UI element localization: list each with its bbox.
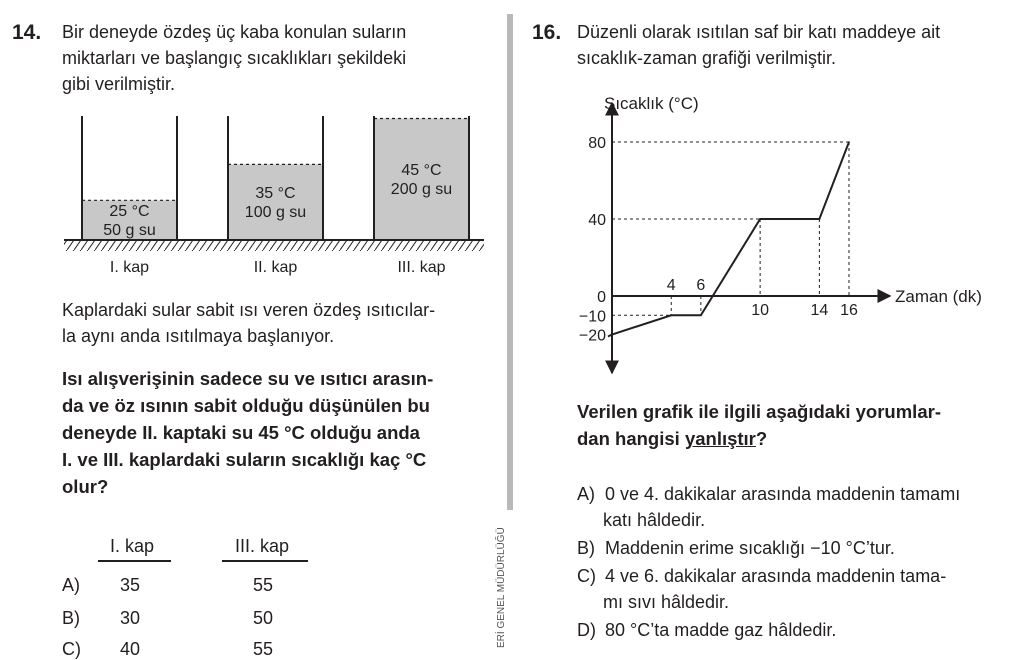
q16-option-c-line2: mı sıvı hâldedir. — [603, 592, 730, 612]
sidebar-publisher-text: ERİ GENEL MÜDÜRLÜĞÜ — [496, 527, 507, 648]
q14-question-2: da ve öz ısının sabit olduğu düşünülen bu — [62, 395, 430, 416]
x-tick-label: 14 — [810, 302, 829, 319]
q14-option-c-kap1: 40 — [120, 639, 141, 659]
y-axis-label: Sıcaklık (°C) — [604, 94, 699, 113]
y-tick-label: −10 — [578, 308, 606, 326]
q14-option-c-letter[interactable]: C) — [62, 639, 81, 659]
q16-question-2-pre: dan hangisi — [577, 428, 685, 449]
q14-header-kap3-underline — [222, 560, 308, 562]
q16-option-b-line1: Maddenin erime sıcaklığı −10 °C’tur. — [605, 538, 895, 558]
data-point-0 — [611, 334, 613, 336]
q16-option-b-letter[interactable]: B) — [577, 538, 595, 558]
ground-hatch — [64, 241, 484, 251]
q14-option-b-letter[interactable]: B) — [62, 608, 80, 628]
container-label-2: II. kap — [253, 259, 298, 276]
x-tick-label: 6 — [696, 277, 706, 294]
q14-intro-3: gibi verilmiştir. — [62, 74, 176, 94]
q14-question-5: olur? — [62, 476, 109, 497]
container-temp-2: 35 °C — [255, 185, 296, 203]
data-point-1 — [670, 314, 672, 316]
q16-option-a-line2: katı hâldedir. — [603, 510, 706, 530]
x-tick-label: 16 — [840, 302, 858, 319]
q14-header-kap1: I. kap — [110, 536, 155, 556]
q14-header-kap3: III. kap — [235, 536, 290, 556]
data-point-5 — [848, 141, 850, 143]
q14-option-a-letter[interactable]: A) — [62, 575, 80, 595]
q14-number: 14. — [12, 21, 42, 44]
q16-option-c-line1: 4 ve 6. dakikalar arasında maddenin tama- — [605, 566, 947, 586]
data-point-2 — [700, 314, 702, 316]
q16-question-1: Verilen grafik ile ilgili aşağıdaki yorumlar- — [577, 401, 941, 422]
q14-containers-figure — [60, 110, 490, 285]
x-tick-label: 4 — [666, 277, 676, 294]
x-tick-label: 10 — [751, 302, 770, 319]
q16-option-d-letter[interactable]: D) — [577, 620, 596, 640]
q16-option-a-letter[interactable]: A) — [577, 484, 595, 504]
temperature-time-chart — [560, 85, 1010, 385]
container-mass-3: 200 g su — [390, 181, 453, 199]
q14-body-1: Kaplardaki sular sabit ısı veren özdeş ısıtıcılar- — [62, 300, 436, 320]
data-point-3 — [759, 218, 761, 220]
q14-option-a-kap3: 55 — [253, 575, 274, 595]
x-axis-label: Zaman (dk) — [895, 287, 982, 306]
q14-option-c-kap3: 55 — [253, 639, 274, 659]
q16-option-a-line1: 0 ve 4. dakikalar arasında maddenin tamamı — [605, 484, 961, 504]
q14-intro-2: miktarları ve başlangıç sıcaklıkları şekildeki — [62, 48, 407, 68]
q14-option-a-kap1: 35 — [120, 575, 141, 595]
q16-option-d-line1: 80 °C’ta madde gaz hâldedir. — [605, 620, 837, 640]
y-tick-label: 40 — [588, 212, 606, 229]
q16-intro-1: Düzenli olarak ısıtılan saf bir katı maddeye ait — [577, 22, 941, 42]
column-divider — [507, 14, 513, 510]
q14-body-2: la aynı anda ısıtılmaya başlanıyor. — [62, 326, 335, 346]
q14-option-b-kap1: 30 — [120, 608, 141, 628]
q16-number: 16. — [532, 21, 562, 44]
container-temp-1: 25 °C — [109, 203, 150, 221]
q16-question-2 — [577, 425, 767, 452]
data-point-4 — [819, 218, 821, 220]
q14-question-1: Isı alışverişinin sadece su ve ısıtıcı arasın- — [62, 368, 434, 389]
q14-header-kap1-underline — [98, 560, 171, 562]
container-label-3: III. kap — [397, 259, 446, 276]
y-tick-label: 0 — [597, 289, 606, 306]
y-tick-label: −20 — [578, 327, 606, 345]
container-mass-1: 50 g su — [103, 222, 156, 240]
container-label-1: I. kap — [109, 259, 150, 276]
q16-question-2-post: ? — [755, 428, 768, 449]
q14-option-b-kap3: 50 — [253, 608, 274, 628]
q16-intro-2: sıcaklık-zaman grafiği verilmiştir. — [577, 48, 837, 68]
container-mass-2: 100 g su — [244, 204, 307, 222]
y-tick-label: 80 — [588, 135, 606, 152]
container-temp-3: 45 °C — [401, 162, 442, 180]
q14-question-4: I. ve III. kaplardaki suların sıcaklığı kaç °C — [62, 449, 427, 470]
q14-intro-1: Bir deneyde özdeş üç kaba konulan suların — [62, 22, 407, 42]
q16-option-c-letter[interactable]: C) — [577, 566, 596, 586]
q16-question-2-underlined: yanlıştır — [684, 428, 756, 449]
q14-question-3: deneyde II. kaptaki su 45 °C olduğu anda — [62, 422, 420, 443]
